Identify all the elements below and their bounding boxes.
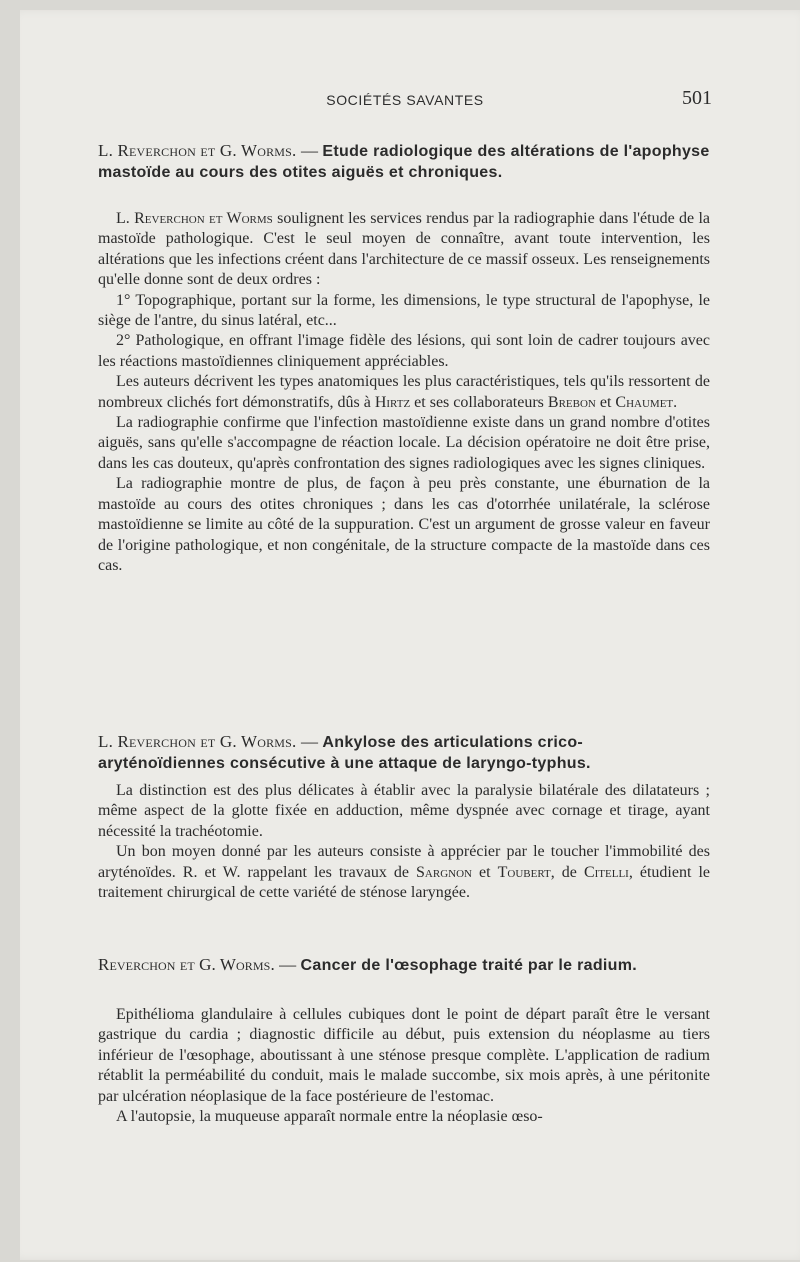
- section-2-authors: L. Reverchon et G. Worms. —: [98, 732, 319, 751]
- section-3-heading: [98, 955, 710, 976]
- inline-author-mention: L. Reverchon et Worms: [116, 210, 273, 227]
- paragraph-text: La radiographie montre de plus, de façon à peu près constante, une éburnation de la mastoïde au cours des otites chroniques ; dans les cas d'otorrhée unilatérale, la sclérose mastoïdienne se limite au côté de la suppuration. C'est un argument de grosse valeur en faveur de l'origine pathologique, et non congénitale, de la structure compacte de la mastoïde dans ces cas.: [98, 475, 710, 574]
- running-title: SOCIÉTÉS SAVANTES: [326, 92, 484, 108]
- section-1-paragraph-1: [98, 209, 710, 291]
- section-1-body: [98, 209, 710, 576]
- paragraph-text: La distinction est des plus délicates à établir avec la paralysie bilatérale des dilatateurs ; même aspect de la glotte fixée en adduction, même dyspnée avec cornage et tirage, ayant nécessité la trachéotomie.: [98, 782, 710, 840]
- paragraph-text: 2° Pathologique, en offrant l'image fidèle des lésions, qui sont loin de cadrer toujours avec les réactions mastoïdiennes cliniquement appréciables.: [98, 332, 710, 370]
- paragraph-text: et: [472, 863, 498, 881]
- paragraph-text: 1° Topographique, portant sur la forme, les dimensions, le type structural de l'apophyse, le siège de l'antre, du sinus latéral, etc...: [98, 291, 710, 330]
- section-3-authors: Reverchon et G. Worms. —: [98, 955, 297, 974]
- section-1-paragraph-2: [98, 291, 710, 332]
- inline-author-mention: Brebon: [547, 393, 596, 411]
- section-1-heading: [98, 141, 710, 183]
- paragraph-text: et: [595, 393, 616, 411]
- inline-author-mention: Citelli: [583, 863, 629, 881]
- section-3-title: Cancer de l'œsophage traité par le radium.: [300, 957, 638, 974]
- paragraph-text: La radiographie confirme que l'infection mastoïdienne existe dans un grand nombre d'otites aiguës, sans qu'elle s'accompagne de réaction locale. La décision opératoire ne doit être prise, dans les cas douteux, qu'après confrontation des signes radiologiques avec les signes cliniques.: [98, 414, 710, 472]
- section-3-paragraph-2: [98, 1107, 710, 1127]
- paragraph-text: , de: [550, 863, 584, 881]
- inline-author-mention: Chaumet: [615, 393, 674, 411]
- section-1-title: Etude radiologique des altérations de l'apophyse mastoïde au cours des otites aiguës et chroniques.: [98, 143, 710, 181]
- inline-author-mention: Toubert: [497, 863, 551, 881]
- section-1-paragraph-4: [98, 372, 710, 413]
- page-header: [98, 87, 712, 116]
- inline-author-mention: Hirtz: [374, 393, 411, 411]
- inline-author-mention: Sargnon: [416, 863, 472, 881]
- paragraph-text: , étudient le traitement chirurgical de cette variété de sténose laryngée.: [98, 863, 710, 902]
- paragraph-text: .: [673, 393, 678, 411]
- section-3-body: [98, 1005, 710, 1127]
- section-2-title: Ankylose des articulations crico-aryténoïdiennes consécutive à une attaque de laryngo-typhus.: [98, 734, 591, 772]
- paragraph-text: A l'autopsie, la muqueuse apparaît normale entre la néoplasie œso-: [116, 1108, 543, 1126]
- section-1-paragraph-3: [98, 331, 710, 372]
- paragraph-text: Epithélioma glandulaire à cellules cubiques dont le point de départ paraît être le versant gastrique du cardia ; diagnostic difficile au début, puis extension du néoplasme au tiers inférieur de l'œsophage, aboutissant à une sténose presque complète. L'application de radium rétablit la perméabilité du conduit, mais le malade succombe, six mois après, à une péritonite par ulcération néoplasique de la face postérieure de l'estomac.: [98, 1006, 710, 1105]
- paragraph-text: Les auteurs décrivent les types anatomiques les plus caractéristiques, tels qu'ils ressortent de nombreux clichés fort démonstratifs, dûs à: [98, 373, 710, 411]
- paragraph-text: Un bon moyen donné par les auteurs consiste à apprécier par le toucher l'immobilité des aryténoïdes. R. et W. rappelant les travaux de: [98, 843, 710, 881]
- page-number: 501: [682, 87, 712, 109]
- section-1-paragraph-6: [98, 474, 710, 576]
- section-2-body: [98, 781, 710, 903]
- section-2-heading: [98, 732, 710, 774]
- paragraph-text: et ses collaborateurs: [410, 393, 548, 411]
- section-1-authors: L. Reverchon et G. Worms. —: [98, 141, 319, 160]
- section-3-paragraph-1: [98, 1005, 710, 1107]
- section-2-paragraph-1: [98, 781, 710, 842]
- section-1-paragraph-5: [98, 413, 710, 474]
- section-2-paragraph-2: [98, 842, 710, 903]
- paragraph-text: soulignent les services rendus par la radiographie dans l'étude de la mastoïde pathologique. C'est le seul moyen de connaître, avant toute intervention, les altérations que les infections créent dans l'architecture de ce massif osseux. Les renseignements qu'elle donne sont de deux ordres :: [98, 210, 711, 289]
